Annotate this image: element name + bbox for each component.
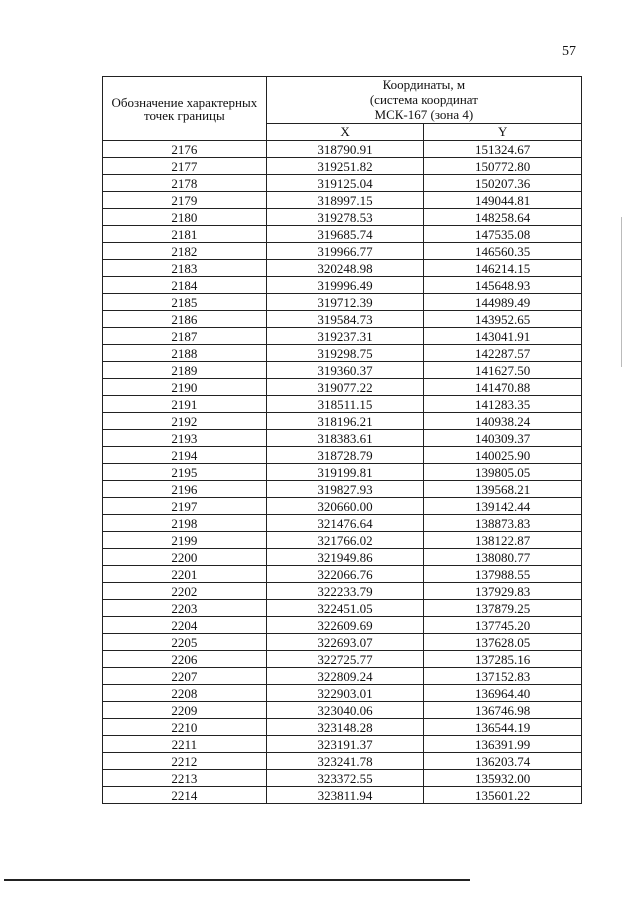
point-cell: 2200 [103, 549, 267, 566]
y-cell: 136964.40 [424, 685, 582, 702]
table-row [103, 583, 582, 600]
table-row [103, 226, 582, 243]
table-row [103, 481, 582, 498]
y-cell: 138873.83 [424, 515, 582, 532]
y-cell: 137879.25 [424, 600, 582, 617]
x-cell: 323241.78 [266, 753, 424, 770]
header-point-label: Обозначение характерных точек границы [103, 77, 267, 141]
x-cell: 318728.79 [266, 447, 424, 464]
x-cell: 318997.15 [266, 192, 424, 209]
x-cell: 322903.01 [266, 685, 424, 702]
table-row [103, 447, 582, 464]
table-row [103, 345, 582, 362]
table-row [103, 549, 582, 566]
x-cell: 318511.15 [266, 396, 424, 413]
table-row [103, 719, 582, 736]
y-cell: 137152.83 [424, 668, 582, 685]
x-cell: 319966.77 [266, 243, 424, 260]
x-cell: 319199.81 [266, 464, 424, 481]
point-cell: 2192 [103, 413, 267, 430]
x-cell: 320660.00 [266, 498, 424, 515]
table-row [103, 515, 582, 532]
table-header-row [103, 77, 582, 124]
point-cell: 2199 [103, 532, 267, 549]
x-cell: 318790.91 [266, 141, 424, 158]
x-cell: 319827.93 [266, 481, 424, 498]
point-cell: 2186 [103, 311, 267, 328]
table-row [103, 753, 582, 770]
x-cell: 322451.05 [266, 600, 424, 617]
table-row [103, 651, 582, 668]
point-cell: 2194 [103, 447, 267, 464]
x-cell: 323191.37 [266, 736, 424, 753]
y-cell: 146214.15 [424, 260, 582, 277]
point-cell: 2195 [103, 464, 267, 481]
y-cell: 143952.65 [424, 311, 582, 328]
y-cell: 136544.19 [424, 719, 582, 736]
y-cell: 140025.90 [424, 447, 582, 464]
x-cell: 319996.49 [266, 277, 424, 294]
x-cell: 318383.61 [266, 430, 424, 447]
point-cell: 2204 [103, 617, 267, 634]
point-cell: 2214 [103, 787, 267, 804]
x-cell: 321476.64 [266, 515, 424, 532]
table-row [103, 498, 582, 515]
y-cell: 137628.05 [424, 634, 582, 651]
header-coords-line: Координаты, м [382, 77, 466, 93]
table-row [103, 787, 582, 804]
table-row [103, 379, 582, 396]
y-cell: 146560.35 [424, 243, 582, 260]
point-cell: 2213 [103, 770, 267, 787]
table-row [103, 311, 582, 328]
y-cell: 148258.64 [424, 209, 582, 226]
y-cell: 136746.98 [424, 702, 582, 719]
table-row [103, 566, 582, 583]
y-cell: 140938.24 [424, 413, 582, 430]
table-row [103, 668, 582, 685]
point-cell: 2177 [103, 158, 267, 175]
x-cell: 323811.94 [266, 787, 424, 804]
x-cell: 323040.06 [266, 702, 424, 719]
table-row [103, 328, 582, 345]
y-cell: 147535.08 [424, 226, 582, 243]
y-cell: 137988.55 [424, 566, 582, 583]
table-row [103, 209, 582, 226]
point-cell: 2190 [103, 379, 267, 396]
x-cell: 319584.73 [266, 311, 424, 328]
y-cell: 136203.74 [424, 753, 582, 770]
y-cell: 145648.93 [424, 277, 582, 294]
y-cell: 143041.91 [424, 328, 582, 345]
x-cell: 319077.22 [266, 379, 424, 396]
table-row [103, 396, 582, 413]
table-row [103, 770, 582, 787]
table-row [103, 617, 582, 634]
table-row [103, 685, 582, 702]
x-cell: 322066.76 [266, 566, 424, 583]
y-cell: 150772.80 [424, 158, 582, 175]
x-cell: 320248.98 [266, 260, 424, 277]
x-cell: 319685.74 [266, 226, 424, 243]
header-x: X [266, 123, 424, 140]
x-cell: 319298.75 [266, 345, 424, 362]
x-cell: 322233.79 [266, 583, 424, 600]
x-cell: 319125.04 [266, 175, 424, 192]
x-cell: 322809.24 [266, 668, 424, 685]
x-cell: 322693.07 [266, 634, 424, 651]
y-cell: 151324.67 [424, 141, 582, 158]
header-coords-group [266, 77, 581, 124]
point-cell: 2188 [103, 345, 267, 362]
table-row [103, 413, 582, 430]
table-row [103, 141, 582, 158]
point-cell: 2210 [103, 719, 267, 736]
point-cell: 2203 [103, 600, 267, 617]
header-coords-line: (система координат [369, 92, 478, 108]
table-row [103, 158, 582, 175]
point-cell: 2185 [103, 294, 267, 311]
point-cell: 2207 [103, 668, 267, 685]
y-cell: 138080.77 [424, 549, 582, 566]
table-row [103, 702, 582, 719]
point-cell: 2178 [103, 175, 267, 192]
point-cell: 2182 [103, 243, 267, 260]
point-cell: 2212 [103, 753, 267, 770]
y-cell: 139568.21 [424, 481, 582, 498]
point-cell: 2183 [103, 260, 267, 277]
page-number: 57 [562, 44, 576, 59]
table-row [103, 600, 582, 617]
point-cell: 2205 [103, 634, 267, 651]
point-cell: 2201 [103, 566, 267, 583]
x-cell: 319360.37 [266, 362, 424, 379]
y-cell: 137285.16 [424, 651, 582, 668]
point-cell: 2211 [103, 736, 267, 753]
point-cell: 2179 [103, 192, 267, 209]
point-cell: 2189 [103, 362, 267, 379]
x-cell: 318196.21 [266, 413, 424, 430]
table-row [103, 430, 582, 447]
y-cell: 141283.35 [424, 396, 582, 413]
x-cell: 322725.77 [266, 651, 424, 668]
y-cell: 140309.37 [424, 430, 582, 447]
point-cell: 2187 [103, 328, 267, 345]
y-cell: 142287.57 [424, 345, 582, 362]
table-row [103, 192, 582, 209]
table-row [103, 175, 582, 192]
y-cell: 139805.05 [424, 464, 582, 481]
point-cell: 2176 [103, 141, 267, 158]
x-cell: 323372.55 [266, 770, 424, 787]
point-cell: 2209 [103, 702, 267, 719]
point-cell: 2181 [103, 226, 267, 243]
point-cell: 2184 [103, 277, 267, 294]
coordinates-table [102, 76, 582, 804]
x-cell: 322609.69 [266, 617, 424, 634]
y-cell: 135932.00 [424, 770, 582, 787]
x-cell: 321766.02 [266, 532, 424, 549]
point-cell: 2198 [103, 515, 267, 532]
point-cell: 2206 [103, 651, 267, 668]
table-row [103, 362, 582, 379]
y-cell: 137929.83 [424, 583, 582, 600]
y-cell: 136391.99 [424, 736, 582, 753]
header-coords-line: МСК-167 (зона 4) [374, 107, 474, 123]
table-row [103, 532, 582, 549]
table-row [103, 634, 582, 651]
table-row [103, 464, 582, 481]
point-cell: 2197 [103, 498, 267, 515]
x-cell: 323148.28 [266, 719, 424, 736]
point-cell: 2193 [103, 430, 267, 447]
point-cell: 2208 [103, 685, 267, 702]
y-cell: 138122.87 [424, 532, 582, 549]
point-cell: 2191 [103, 396, 267, 413]
point-cell: 2202 [103, 583, 267, 600]
y-cell: 141627.50 [424, 362, 582, 379]
y-cell: 141470.88 [424, 379, 582, 396]
y-cell: 139142.44 [424, 498, 582, 515]
table-row [103, 260, 582, 277]
y-cell: 150207.36 [424, 175, 582, 192]
table-body [103, 141, 582, 804]
x-cell: 319251.82 [266, 158, 424, 175]
y-cell: 137745.20 [424, 617, 582, 634]
x-cell: 319278.53 [266, 209, 424, 226]
x-cell: 319712.39 [266, 294, 424, 311]
table-row [103, 294, 582, 311]
point-cell: 2196 [103, 481, 267, 498]
scan-mark [621, 217, 622, 367]
x-cell: 321949.86 [266, 549, 424, 566]
point-cell: 2180 [103, 209, 267, 226]
footer-rule [4, 879, 470, 881]
header-y: Y [424, 123, 582, 140]
table-row [103, 243, 582, 260]
table-row [103, 736, 582, 753]
x-cell: 319237.31 [266, 328, 424, 345]
y-cell: 135601.22 [424, 787, 582, 804]
y-cell: 144989.49 [424, 294, 582, 311]
table-row [103, 277, 582, 294]
y-cell: 149044.81 [424, 192, 582, 209]
